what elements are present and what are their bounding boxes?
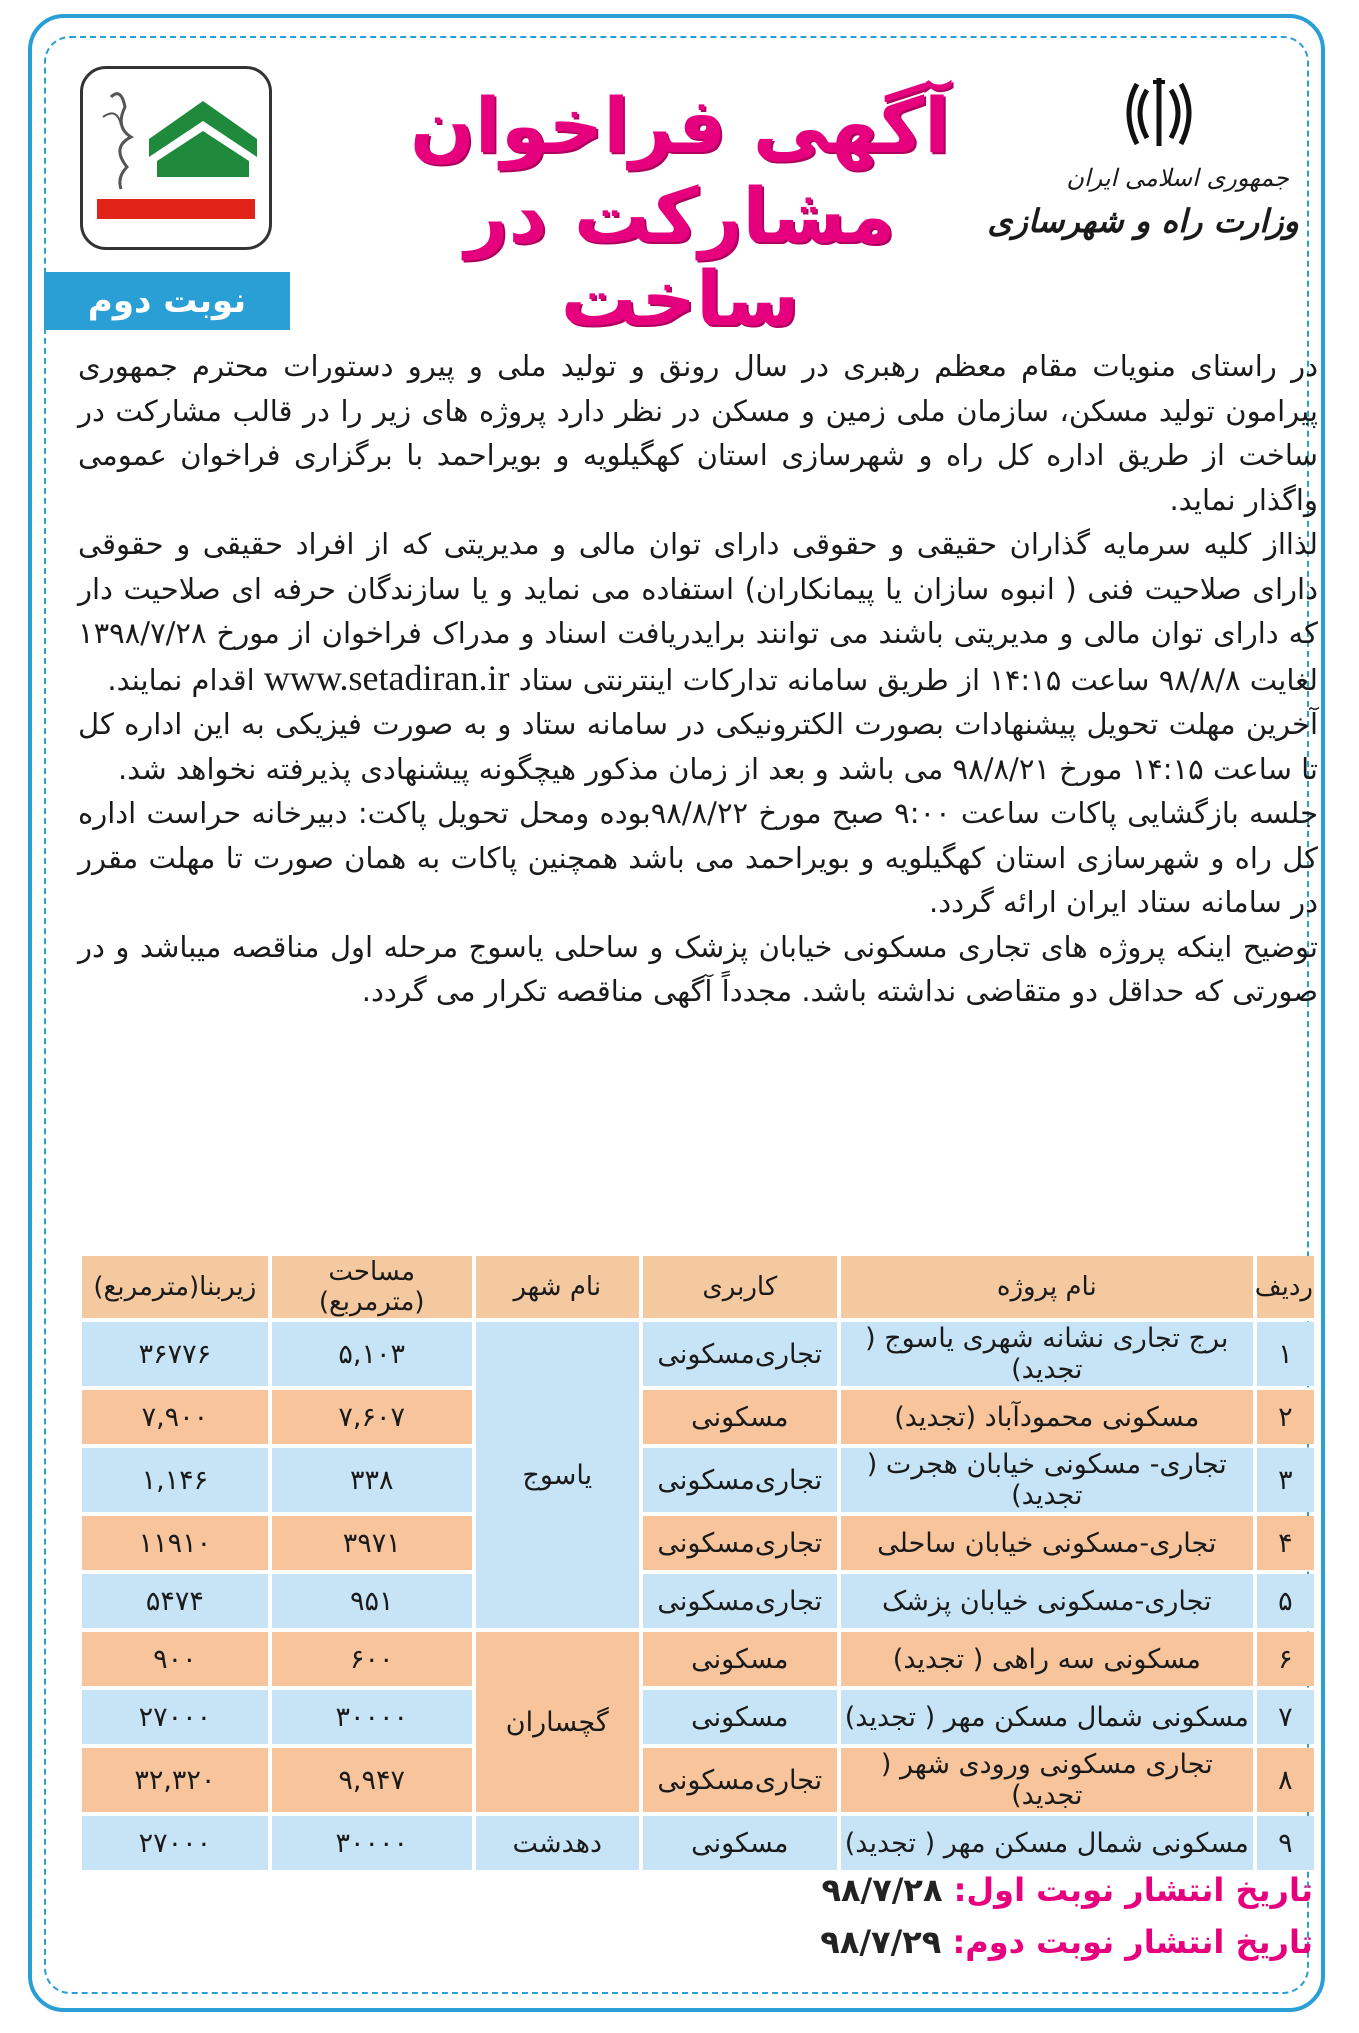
table-row [82,1748,1314,1812]
cell-project-name: تجاری- مسکونی خیابان هجرت ( تجدید) [841,1448,1253,1512]
table-row [82,1816,1314,1870]
table-row [82,1390,1314,1444]
cell-area: ۷,۶۰۷ [272,1390,472,1444]
cell-built-area: ۳۶۷۷۶ [82,1322,268,1386]
paragraph-eligibility-text: لذااز کلیه سرمایه گذاران حقیقی و حقوقی دارای توان مالی و مدیریتی که از افراد حقیقی و حقوقی دارای صلاحیت فنی ( انبوه سازان یا پیمانکاران) استفاده می نماید و یا سازندگان حرفه ای صلاحیت دار که دارای توان مالی و مدیریتی باشند می توانند برایدریافت اسناد و مدراک فراخوان از مورخ ۱۳۹۸/۷/۲۸ لغایت ۹۸/۸/۸ ساعت ۱۴:۱۵ از طریق سامانه تدارکات اینترنتی ستاد [78,527,1318,697]
first-publication-date [820,1864,1313,1916]
cell-project-name: مسکونی شمال مسکن مهر ( تجدید) [841,1816,1253,1870]
paragraph-opening-session: جلسه بازگشایی پاکات ساعت ۹:۰۰ صبح مورخ ۹۸/۸/۲۲بوده ومحل تحویل پاکت: دبیرخانه حراست اداره کل راه و شهرسازی استان کهگیلویه و بویراحمد می باشد همچنین پاکات به همان صورت تا مهلت مقرر در سامانه ستاد ایران ارائه گردد. [78,796,1318,919]
table-row [82,1516,1314,1570]
header-usage: کاربری [643,1256,837,1318]
header-city: نام شهر [476,1256,639,1318]
header-project-name: نام پروژه [841,1256,1253,1318]
cell-area: ۳۰۰۰۰ [272,1690,472,1744]
cell-built-area: ۲۷۰۰۰ [82,1816,268,1870]
cell-area: ۵,۱۰۳ [272,1322,472,1386]
table-row [82,1632,1314,1686]
title-line-1: آگهی فراخوان [409,81,951,170]
cell-city: دهدشت [476,1816,639,1870]
ministry-emblem-block [987,72,1299,272]
paragraph-eligibility [78,522,1318,702]
iran-emblem-icon [1119,72,1199,152]
paragraph-eligibility-end: اقدام نمایند. [107,662,255,697]
cell-built-area: ۷,۹۰۰ [82,1390,268,1444]
cell-usage: تجاری‌مسکونی [643,1322,837,1386]
cell-project-name: تجاری-مسکونی خیابان پزشک [841,1574,1253,1628]
publication-dates [820,1864,1313,1968]
cell-row-number: ۴ [1257,1516,1314,1570]
paragraph-note: توضیح اینکه پروژه های تجاری مسکونی خیابان پزشک و ساحلی یاسوج مرحله اول مناقصه میباشد و در صورتی که حداقل دو متقاضی نداشته باشد. مجدداً آگهی مناقصه تکرار می گردد. [78,929,1318,1008]
cell-area: ۶۰۰ [272,1632,472,1686]
cell-usage: تجاری‌مسکونی [643,1574,837,1628]
paragraph-intro: در راستای منویات مقام معظم رهبری در سال رونق و تولید ملی و پیرو دستورات محترم جمهوری پیرامون تولید مسکن، سازمان ملی زمین و مسکن در نظر دارد پروژه های زیر را در قالب مشارکت در ساخت از طریق اداره کل راه و شهرسازی استان کهگیلویه و بویراحمد با برگزاری فراخوان عمومی واگذار نماید. [78,349,1318,517]
cell-project-name: مسکونی محمودآباد (تجدید) [841,1390,1253,1444]
cell-row-number: ۷ [1257,1690,1314,1744]
cell-row-number: ۵ [1257,1574,1314,1628]
cell-project-name: تجاری مسکونی ورودی شهر ( تجدید) [841,1748,1253,1812]
cell-row-number: ۳ [1257,1448,1314,1512]
second-publication-value: ۹۸/۷/۲۹ [820,1923,942,1961]
cell-row-number: ۲ [1257,1390,1314,1444]
cell-area: ۳۹۷۱ [272,1516,472,1570]
ministry-name: وزارت راه و شهرسازی [987,202,1299,240]
cell-built-area: ۱۱۹۱۰ [82,1516,268,1570]
table-row [82,1574,1314,1628]
header-built-area: زیربنا(مترمربع) [82,1256,268,1318]
title-line-2: مشارکت در ساخت [464,170,896,344]
cell-built-area: ۵۴۷۴ [82,1574,268,1628]
housing-logo-icon [91,77,261,241]
cell-usage: تجاری‌مسکونی [643,1748,837,1812]
second-publication-label: تاریخ انتشار نوبت دوم: [952,1923,1313,1961]
cell-area: ۹۵۱ [272,1574,472,1628]
cell-built-area: ۲۷۰۰۰ [82,1690,268,1744]
country-name: جمهوری اسلامی ایران [1066,164,1289,192]
cell-city: یاسوج [476,1322,639,1628]
cell-area: ۳۳۸ [272,1448,472,1512]
cell-usage: تجاری‌مسکونی [643,1516,837,1570]
header-row-number: ردیف [1257,1256,1314,1318]
second-publication-date [820,1916,1313,1968]
cell-project-name: تجاری-مسکونی خیابان ساحلی [841,1516,1253,1570]
round-badge: نوبت دوم [44,272,290,330]
table-header-row [82,1256,1314,1318]
cell-usage: مسکونی [643,1690,837,1744]
cell-row-number: ۸ [1257,1748,1314,1812]
organization-logo [80,66,272,250]
table-row [82,1690,1314,1744]
cell-usage: تجاری‌مسکونی [643,1448,837,1512]
cell-built-area: ۳۲,۳۲۰ [82,1748,268,1812]
paragraph-deadline: آخرین مهلت تحویل پیشنهادات بصورت الکترونیکی در سامانه ستاد و به صورت فیزیکی به این اداره کل تا ساعت ۱۴:۱۵ مورخ ۹۸/۸/۲۱ می باشد و بعد از زمان مذکور هیچگونه پیشنهادی پذیرفته نخواهد شد. [78,707,1318,786]
cell-project-name: برج تجاری نشانه شهری یاسوج ( تجدید) [841,1322,1253,1386]
projects-table [78,1252,1318,1874]
header-area: مساحت (مترمربع) [272,1256,472,1318]
table-row [82,1322,1314,1386]
cell-usage: مسکونی [643,1390,837,1444]
cell-built-area: ۹۰۰ [82,1632,268,1686]
cell-usage: مسکونی [643,1816,837,1870]
cell-row-number: ۱ [1257,1322,1314,1386]
announcement-title [360,81,1000,344]
cell-project-name: مسکونی سه راهی ( تجدید) [841,1632,1253,1686]
cell-area: ۹,۹۴۷ [272,1748,472,1812]
cell-city: گچساران [476,1632,639,1812]
announcement-body [78,344,1318,1014]
cell-area: ۳۰۰۰۰ [272,1816,472,1870]
table-row [82,1448,1314,1512]
cell-usage: مسکونی [643,1632,837,1686]
cell-row-number: ۹ [1257,1816,1314,1870]
setad-website-link[interactable]: www.setadiran.ir [263,657,510,698]
first-publication-value: ۹۸/۷/۲۸ [821,1871,943,1909]
cell-row-number: ۶ [1257,1632,1314,1686]
first-publication-label: تاریخ انتشار نوبت اول: [953,1871,1313,1909]
cell-project-name: مسکونی شمال مسکن مهر ( تجدید) [841,1690,1253,1744]
cell-built-area: ۱,۱۴۶ [82,1448,268,1512]
